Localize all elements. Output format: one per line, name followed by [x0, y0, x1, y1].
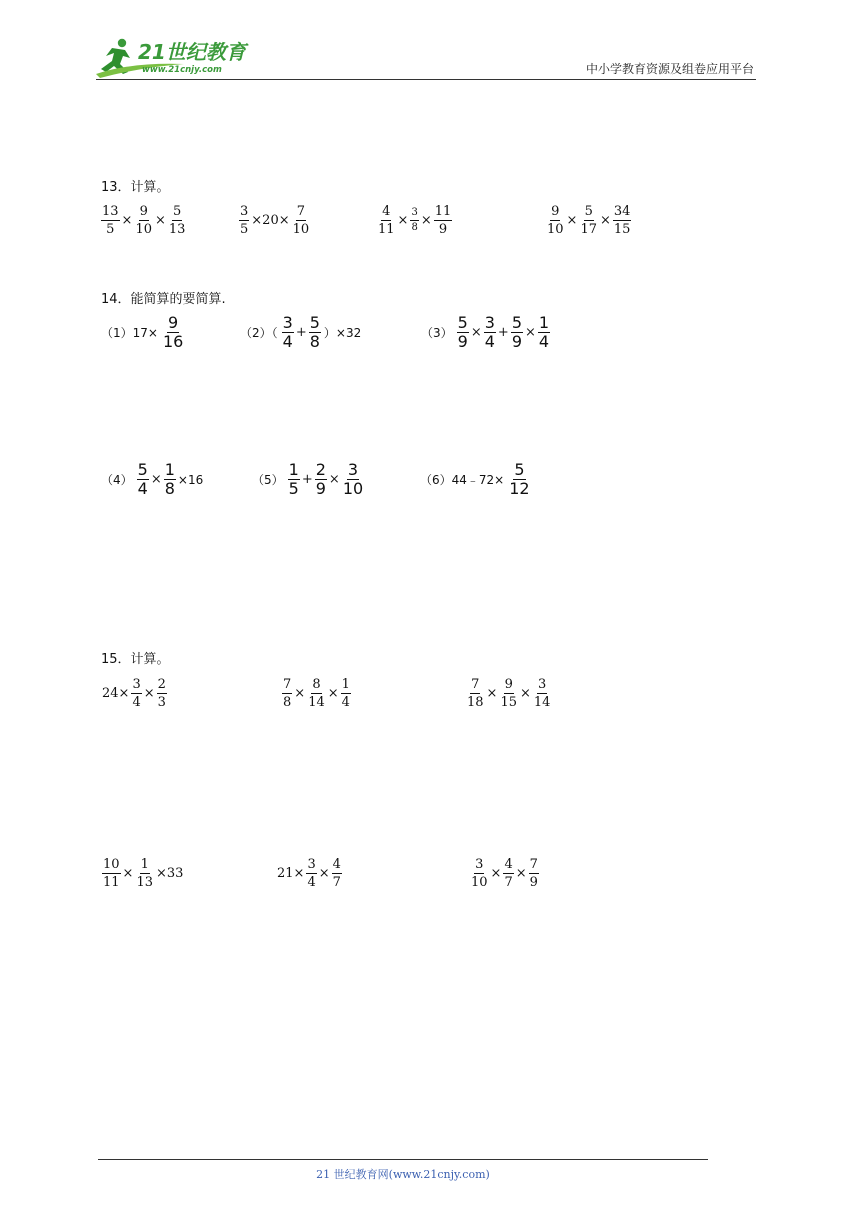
q13-expression-3: $\frac{4}{11}$ × $\frac{3}{8}$ × $\frac{11}{9}$ — [378, 204, 452, 237]
fraction: $\frac{3}{10}$ — [342, 460, 364, 498]
site-slogan: 中小学教育资源及组卷应用平台 — [585, 62, 754, 76]
fraction: $\frac{1}{5}$ — [288, 460, 299, 498]
fraction: $\frac{9}{15}$ — [500, 677, 517, 710]
fraction: $\frac{3}{4}$ — [132, 677, 141, 710]
logo-url: www.21cnjy.com — [142, 65, 222, 75]
fraction: $\frac{4}{7}$ — [332, 857, 341, 890]
fraction: $\frac{3}{4}$ — [307, 857, 316, 890]
q15-expression-2: $\frac{7}{8}$ × $\frac{8}{14}$ × $\frac{1}{4}$ — [283, 677, 350, 710]
fraction: $\frac{3}{8}$ — [411, 207, 418, 233]
q14-part-5: （5） $\frac{1}{5}$ + $\frac{2}{9}$ × $\frac{3}{10}$ — [252, 460, 364, 498]
question-15-title: 15．计算。 — [101, 652, 170, 667]
q14-part-3: （3） $\frac{5}{9}$ × $\frac{3}{4}$ + $\frac{5}{9}$ × $\frac{1}{4}$ — [421, 313, 550, 351]
q15-expression-6: $\frac{3}{10}$ × $\frac{4}{7}$ × $\frac{7}{9}$ — [471, 857, 538, 890]
fraction: $\frac{13}{5}$ — [102, 204, 119, 237]
fraction: $\frac{5}{12}$ — [509, 460, 530, 498]
fraction: $\frac{7}{8}$ — [283, 677, 292, 710]
fraction: $\frac{3}{14}$ — [533, 677, 551, 710]
fraction: $\frac{4}{7}$ — [504, 857, 513, 890]
fraction: $\frac{3}{5}$ — [240, 204, 249, 237]
fraction: $\frac{11}{9}$ — [434, 204, 452, 237]
fraction: $\frac{3}{4}$ — [484, 313, 495, 351]
fraction: $\frac{5}{4}$ — [137, 460, 148, 498]
fraction: $\frac{5}{8}$ — [309, 313, 320, 351]
q13-expression-4: $\frac{9}{10}$ × $\frac{5}{17}$ × $\frac{34}{15}$ — [547, 204, 631, 237]
fraction: $\frac{2}{9}$ — [315, 460, 326, 498]
fraction: $\frac{7}{18}$ — [467, 677, 484, 710]
runner-logo-icon — [92, 34, 262, 78]
fraction: $\frac{1}{8}$ — [164, 460, 175, 498]
q15-expression-1: 24× $\frac{3}{4}$ × $\frac{2}{3}$ — [102, 677, 166, 710]
q14-part-4: （4） $\frac{5}{4}$ × $\frac{1}{8}$ ×16 — [101, 460, 204, 498]
q15-expression-5: 21× $\frac{3}{4}$ × $\frac{4}{7}$ — [277, 857, 341, 890]
q15-expression-4: $\frac{10}{11}$ × $\frac{1}{13}$ ×33 — [103, 857, 184, 890]
q14-part-2: （2）（ $\frac{3}{4}$ + $\frac{5}{8}$ ）×32 — [240, 313, 362, 351]
fraction: $\frac{8}{14}$ — [308, 677, 325, 710]
fraction: $\frac{5}{9}$ — [457, 313, 468, 351]
fraction: $\frac{34}{15}$ — [613, 204, 631, 237]
fraction: $\frac{5}{17}$ — [580, 204, 597, 237]
question-14-title: 14．能简算的要简算. — [101, 292, 226, 307]
fraction: $\frac{3}{10}$ — [471, 857, 488, 890]
fraction: $\frac{2}{3}$ — [157, 677, 166, 710]
fraction: $\frac{1}{13}$ — [136, 857, 153, 890]
q13-expression-1: $\frac{13}{5}$ × $\frac{9}{10}$ × $\frac{5}{13}$ — [102, 204, 186, 237]
q14-part-6: （6）44﹣72× $\frac{5}{12}$ — [420, 460, 530, 498]
fraction: $\frac{9}{10}$ — [135, 204, 152, 237]
site-logo — [92, 34, 262, 78]
fraction: $\frac{7}{10}$ — [292, 204, 310, 237]
logo-text: 21世纪教育 — [138, 40, 246, 64]
q14-part-1: （1）17× $\frac{9}{16}$ — [101, 313, 184, 351]
fraction: $\frac{9}{10}$ — [547, 204, 564, 237]
footer-link[interactable]: 21 世纪教育网(www.21cnjy.com) — [316, 1168, 490, 1181]
q13-expression-2: $\frac{3}{5}$ ×20× $\frac{7}{10}$ — [240, 204, 310, 237]
fraction: $\frac{5}{9}$ — [511, 313, 523, 351]
fraction: $\frac{4}{11}$ — [378, 204, 395, 237]
question-13-title: 13．计算。 — [101, 180, 170, 195]
fraction: $\frac{10}{11}$ — [103, 857, 120, 890]
fraction: $\frac{7}{9}$ — [529, 857, 538, 890]
footer-divider — [98, 1159, 708, 1160]
fraction: $\frac{5}{13}$ — [168, 204, 186, 237]
header-divider — [96, 79, 756, 80]
fraction: $\frac{3}{4}$ — [282, 313, 293, 351]
fraction: $\frac{1}{4}$ — [341, 677, 350, 710]
q15-expression-3: $\frac{7}{18}$ × $\frac{9}{15}$ × $\frac{3}{14}$ — [467, 677, 551, 710]
fraction: $\frac{9}{16}$ — [162, 313, 184, 351]
fraction: $\frac{1}{4}$ — [538, 313, 550, 351]
